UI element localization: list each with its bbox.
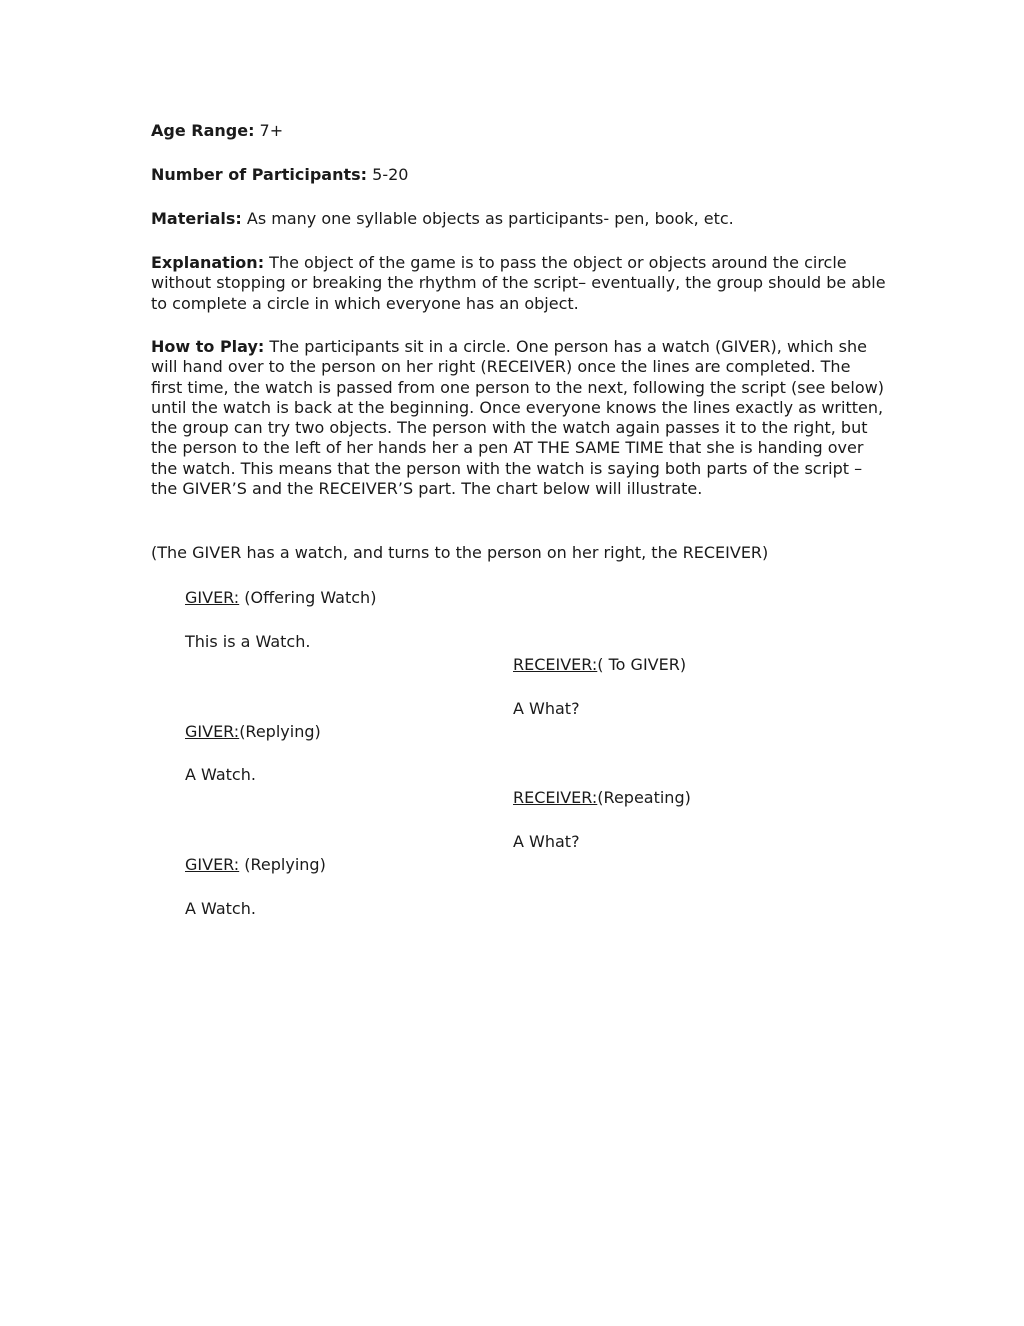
- receiver-cue-2: [513, 788, 691, 808]
- materials-field: [151, 209, 886, 229]
- intro-note: (The GIVER has a watch, and turns to the person on her right, the RECEIVER): [151, 543, 769, 562]
- receiver-direction-2: (Repeating): [597, 788, 691, 807]
- participants-label: Number of Participants:: [151, 165, 368, 184]
- giver-direction-2: (Replying): [239, 722, 321, 741]
- giver-speaker-2: GIVER:: [185, 722, 240, 741]
- giver-cue-2: [185, 722, 321, 742]
- age-range-label: Age Range:: [151, 121, 255, 140]
- giver-direction-3: (Replying): [239, 855, 326, 874]
- age-range-value: 7+: [254, 121, 284, 140]
- participants-field: [151, 165, 886, 185]
- materials-label: Materials:: [151, 209, 242, 228]
- giver-speaker-3: GIVER:: [185, 855, 240, 874]
- receiver-line-2: A What?: [513, 832, 580, 851]
- receiver-speaker-1: RECEIVER:: [513, 655, 598, 674]
- how-to-play-paragraph: [151, 337, 886, 499]
- giver-cue-3: [185, 855, 326, 875]
- receiver-speaker-2: RECEIVER:: [513, 788, 598, 807]
- giver-line-1: This is a Watch.: [185, 632, 311, 651]
- giver-line-3: A Watch.: [185, 899, 256, 918]
- materials-value: As many one syllable objects as participants- pen, book, etc.: [241, 209, 734, 228]
- age-range-field: [151, 121, 886, 141]
- explanation-paragraph: [151, 253, 886, 314]
- receiver-cue-1: [513, 655, 686, 675]
- explanation-label: Explanation:: [151, 253, 265, 272]
- how-to-play-label: How to Play:: [151, 337, 265, 356]
- receiver-direction-1: ( To GIVER): [597, 655, 687, 674]
- explanation-text: The object of the game is to pass the object or objects around the circle without stopping or breaking the rhythm of the script– eventually, the group should be able to complete a circle in which everyone has an object.: [151, 253, 886, 313]
- giver-speaker-1: GIVER:: [185, 588, 240, 607]
- giver-cue-1: [185, 588, 376, 608]
- giver-direction-1: (Offering Watch): [239, 588, 377, 607]
- giver-line-2: A Watch.: [185, 765, 256, 784]
- participants-value: 5-20: [367, 165, 409, 184]
- how-to-play-text: The participants sit in a circle. One person has a watch (GIVER), which she will hand over to the person on her right (RECEIVER) once the lines are completed. The first time, the watch is passed from one person to the next, following the script (see below) until the watch is back at the beginning. Once everyone knows the lines exactly as written, the group can try two objects. The person with the watch again passes it to the right, but the person to the left of her hands her a pen AT THE SAME TIME that she is handing over the watch. This means that the person with the watch is saying both parts of the script – the GIVER’S and the RECEIVER’S part. The chart below will illustrate.: [151, 337, 884, 499]
- receiver-line-1: A What?: [513, 699, 580, 718]
